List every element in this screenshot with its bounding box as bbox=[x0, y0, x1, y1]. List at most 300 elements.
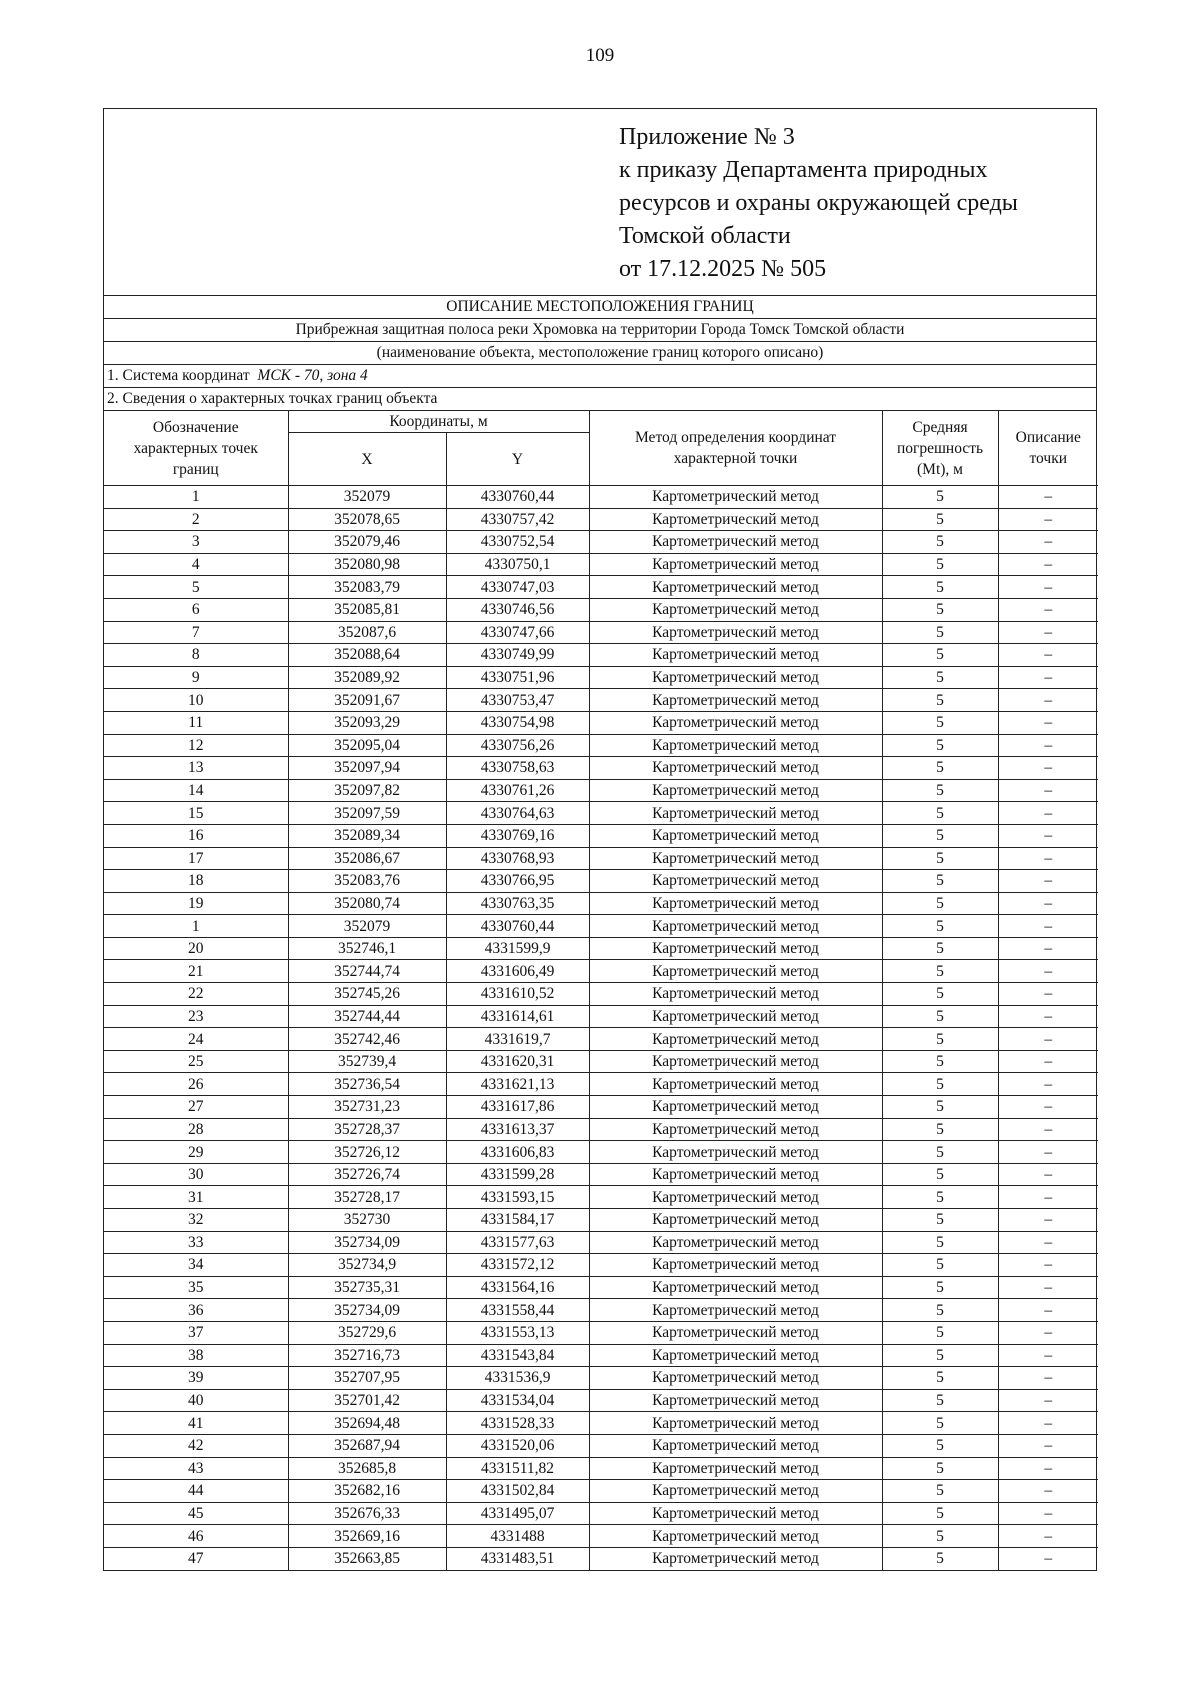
y-cell: 4331614,61 bbox=[446, 1005, 589, 1028]
x-cell: 352079 bbox=[288, 915, 446, 938]
x-cell: 352091,67 bbox=[288, 689, 446, 712]
error-cell: 5 bbox=[882, 576, 998, 599]
description-cell: – bbox=[998, 1389, 1098, 1412]
appendix-header bbox=[104, 109, 1096, 296]
y-cell: 4331620,31 bbox=[446, 1050, 589, 1073]
description-cell: – bbox=[998, 598, 1098, 621]
x-cell: 352097,94 bbox=[288, 757, 446, 780]
description-cell: – bbox=[998, 983, 1098, 1006]
x-cell: 352089,92 bbox=[288, 666, 446, 689]
y-cell: 4330768,93 bbox=[446, 847, 589, 870]
method-cell: Картометрический метод bbox=[589, 1276, 882, 1299]
point-id-cell: 33 bbox=[104, 1231, 288, 1254]
error-cell: 5 bbox=[882, 960, 998, 983]
x-cell: 352083,76 bbox=[288, 870, 446, 893]
description-cell: – bbox=[998, 553, 1098, 576]
error-cell: 5 bbox=[882, 666, 998, 689]
description-cell: – bbox=[998, 1299, 1098, 1322]
method-cell: Картометрический метод bbox=[589, 553, 882, 576]
y-cell: 4330757,42 bbox=[446, 508, 589, 531]
y-cell: 4330752,54 bbox=[446, 531, 589, 554]
error-cell: 5 bbox=[882, 824, 998, 847]
method-cell: Картометрический метод bbox=[589, 734, 882, 757]
error-cell: 5 bbox=[882, 779, 998, 802]
header-y: Y bbox=[446, 433, 589, 486]
error-cell: 5 bbox=[882, 644, 998, 667]
appendix-line: Приложение № 3 bbox=[619, 124, 795, 150]
description-cell: – bbox=[998, 802, 1098, 825]
y-cell: 4331572,12 bbox=[446, 1254, 589, 1277]
table-row bbox=[104, 1344, 1098, 1367]
error-cell: 5 bbox=[882, 711, 998, 734]
point-id-cell: 6 bbox=[104, 598, 288, 621]
description-cell: – bbox=[998, 1525, 1098, 1548]
x-cell: 352083,79 bbox=[288, 576, 446, 599]
table-row bbox=[104, 711, 1098, 734]
method-cell: Картометрический метод bbox=[589, 598, 882, 621]
error-cell: 5 bbox=[882, 847, 998, 870]
x-cell: 352086,67 bbox=[288, 847, 446, 870]
method-cell: Картометрический метод bbox=[589, 1525, 882, 1548]
y-cell: 4330763,35 bbox=[446, 892, 589, 915]
y-cell: 4331613,37 bbox=[446, 1118, 589, 1141]
y-cell: 4331528,33 bbox=[446, 1412, 589, 1435]
description-cell: – bbox=[998, 937, 1098, 960]
table-row bbox=[104, 1389, 1098, 1412]
y-cell: 4331577,63 bbox=[446, 1231, 589, 1254]
x-cell: 352731,23 bbox=[288, 1096, 446, 1119]
header-method: Метод определения координат характерной точки bbox=[589, 411, 882, 486]
description-cell: – bbox=[998, 1231, 1098, 1254]
table-row bbox=[104, 983, 1098, 1006]
point-id-cell: 35 bbox=[104, 1276, 288, 1299]
point-id-cell: 23 bbox=[104, 1005, 288, 1028]
x-cell: 352079 bbox=[288, 486, 446, 509]
x-cell: 352734,09 bbox=[288, 1231, 446, 1254]
description-cell: – bbox=[998, 1005, 1098, 1028]
table-row bbox=[104, 1502, 1098, 1525]
method-cell: Картометрический метод bbox=[589, 576, 882, 599]
x-cell: 352087,6 bbox=[288, 621, 446, 644]
error-cell: 5 bbox=[882, 1299, 998, 1322]
method-cell: Картометрический метод bbox=[589, 508, 882, 531]
x-cell: 352729,6 bbox=[288, 1321, 446, 1344]
error-cell: 5 bbox=[882, 531, 998, 554]
y-cell: 4330756,26 bbox=[446, 734, 589, 757]
description-cell: – bbox=[998, 1457, 1098, 1480]
table-row bbox=[104, 892, 1098, 915]
y-cell: 4331536,9 bbox=[446, 1367, 589, 1390]
coordinate-system-label: 1. Система координат bbox=[107, 367, 250, 384]
method-cell: Картометрический метод bbox=[589, 1480, 882, 1503]
method-cell: Картометрический метод bbox=[589, 824, 882, 847]
method-cell: Картометрический метод bbox=[589, 689, 882, 712]
y-cell: 4330760,44 bbox=[446, 486, 589, 509]
table-row bbox=[104, 621, 1098, 644]
error-cell: 5 bbox=[882, 1028, 998, 1051]
section-2-heading: 2. Сведения о характерных точках границ объекта bbox=[104, 388, 1096, 411]
x-cell: 352685,8 bbox=[288, 1457, 446, 1480]
x-cell: 352080,98 bbox=[288, 553, 446, 576]
y-cell: 4331599,9 bbox=[446, 937, 589, 960]
y-cell: 4330746,56 bbox=[446, 598, 589, 621]
object-name: Прибрежная защитная полоса реки Хромовка на территории Города Томск Томской области bbox=[104, 319, 1096, 342]
error-cell: 5 bbox=[882, 1050, 998, 1073]
x-cell: 352669,16 bbox=[288, 1525, 446, 1548]
table-row bbox=[104, 802, 1098, 825]
table-row bbox=[104, 1321, 1098, 1344]
y-cell: 4331610,52 bbox=[446, 983, 589, 1006]
point-id-cell: 13 bbox=[104, 757, 288, 780]
x-cell: 352089,34 bbox=[288, 824, 446, 847]
appendix-line: от 17.12.2025 № 505 bbox=[619, 256, 827, 282]
table-row bbox=[104, 1412, 1098, 1435]
method-cell: Картометрический метод bbox=[589, 1547, 882, 1569]
y-cell: 4330749,99 bbox=[446, 644, 589, 667]
y-cell: 4330758,63 bbox=[446, 757, 589, 780]
table-row bbox=[104, 1276, 1098, 1299]
y-cell: 4331511,82 bbox=[446, 1457, 589, 1480]
method-cell: Картометрический метод bbox=[589, 1050, 882, 1073]
description-cell: – bbox=[998, 757, 1098, 780]
table-row bbox=[104, 689, 1098, 712]
method-cell: Картометрический метод bbox=[589, 1502, 882, 1525]
appendix-line: ресурсов и охраны окружающей среды bbox=[619, 190, 1018, 216]
x-cell: 352735,31 bbox=[288, 1276, 446, 1299]
point-id-cell: 31 bbox=[104, 1186, 288, 1209]
method-cell: Картометрический метод bbox=[589, 1186, 882, 1209]
description-cell: – bbox=[998, 1254, 1098, 1277]
y-cell: 4331621,13 bbox=[446, 1073, 589, 1096]
table-row bbox=[104, 960, 1098, 983]
table-row bbox=[104, 1163, 1098, 1186]
x-cell: 352707,95 bbox=[288, 1367, 446, 1390]
point-id-cell: 15 bbox=[104, 802, 288, 825]
y-cell: 4330750,1 bbox=[446, 553, 589, 576]
x-cell: 352734,09 bbox=[288, 1299, 446, 1322]
description-cell: – bbox=[998, 1050, 1098, 1073]
x-cell: 352726,12 bbox=[288, 1141, 446, 1164]
error-cell: 5 bbox=[882, 915, 998, 938]
method-cell: Картометрический метод bbox=[589, 1389, 882, 1412]
x-cell: 352728,37 bbox=[288, 1118, 446, 1141]
method-cell: Картометрический метод bbox=[589, 531, 882, 554]
table-row bbox=[104, 1005, 1098, 1028]
point-id-cell: 1 bbox=[104, 486, 288, 509]
description-cell: – bbox=[998, 1163, 1098, 1186]
point-id-cell: 3 bbox=[104, 531, 288, 554]
error-cell: 5 bbox=[882, 1118, 998, 1141]
method-cell: Картометрический метод bbox=[589, 1028, 882, 1051]
table-row bbox=[104, 531, 1098, 554]
error-cell: 5 bbox=[882, 1073, 998, 1096]
error-cell: 5 bbox=[882, 1480, 998, 1503]
y-cell: 4330747,66 bbox=[446, 621, 589, 644]
table-row bbox=[104, 486, 1098, 509]
y-cell: 4331488 bbox=[446, 1525, 589, 1548]
error-cell: 5 bbox=[882, 983, 998, 1006]
description-cell: – bbox=[998, 486, 1098, 509]
x-cell: 352742,46 bbox=[288, 1028, 446, 1051]
error-cell: 5 bbox=[882, 757, 998, 780]
y-cell: 4331606,49 bbox=[446, 960, 589, 983]
y-cell: 4331619,7 bbox=[446, 1028, 589, 1051]
error-cell: 5 bbox=[882, 1186, 998, 1209]
x-cell: 352744,74 bbox=[288, 960, 446, 983]
method-cell: Картометрический метод bbox=[589, 1073, 882, 1096]
x-cell: 352744,44 bbox=[288, 1005, 446, 1028]
description-cell: – bbox=[998, 1412, 1098, 1435]
method-cell: Картометрический метод bbox=[589, 486, 882, 509]
table-row bbox=[104, 1073, 1098, 1096]
method-cell: Картометрический метод bbox=[589, 892, 882, 915]
point-id-cell: 28 bbox=[104, 1118, 288, 1141]
table-row bbox=[104, 508, 1098, 531]
description-cell: – bbox=[998, 576, 1098, 599]
description-cell: – bbox=[998, 1547, 1098, 1569]
y-cell: 4331502,84 bbox=[446, 1480, 589, 1503]
method-cell: Картометрический метод bbox=[589, 1367, 882, 1390]
description-cell: – bbox=[998, 1321, 1098, 1344]
method-cell: Картометрический метод bbox=[589, 1299, 882, 1322]
error-cell: 5 bbox=[882, 1209, 998, 1232]
point-id-cell: 16 bbox=[104, 824, 288, 847]
table-row bbox=[104, 937, 1098, 960]
point-id-cell: 45 bbox=[104, 1502, 288, 1525]
table-row bbox=[104, 1457, 1098, 1480]
description-cell: – bbox=[998, 1118, 1098, 1141]
table-row bbox=[104, 1299, 1098, 1322]
method-cell: Картометрический метод bbox=[589, 847, 882, 870]
error-cell: 5 bbox=[882, 598, 998, 621]
error-cell: 5 bbox=[882, 1457, 998, 1480]
table-row bbox=[104, 1480, 1098, 1503]
method-cell: Картометрический метод bbox=[589, 1344, 882, 1367]
error-cell: 5 bbox=[882, 486, 998, 509]
method-cell: Картометрический метод bbox=[589, 711, 882, 734]
table-row bbox=[104, 576, 1098, 599]
y-cell: 4331599,28 bbox=[446, 1163, 589, 1186]
point-id-cell: 25 bbox=[104, 1050, 288, 1073]
error-cell: 5 bbox=[882, 1525, 998, 1548]
table-row bbox=[104, 757, 1098, 780]
description-cell: – bbox=[998, 1344, 1098, 1367]
x-cell: 352097,59 bbox=[288, 802, 446, 825]
method-cell: Картометрический метод bbox=[589, 644, 882, 667]
document-title: ОПИСАНИЕ МЕСТОПОЛОЖЕНИЯ ГРАНИЦ bbox=[104, 296, 1096, 319]
method-cell: Картометрический метод bbox=[589, 779, 882, 802]
method-cell: Картометрический метод bbox=[589, 983, 882, 1006]
y-cell: 4330769,16 bbox=[446, 824, 589, 847]
x-cell: 352734,9 bbox=[288, 1254, 446, 1277]
method-cell: Картометрический метод bbox=[589, 1321, 882, 1344]
table-row bbox=[104, 1434, 1098, 1457]
point-id-cell: 37 bbox=[104, 1321, 288, 1344]
y-cell: 4331593,15 bbox=[446, 1186, 589, 1209]
point-id-cell: 42 bbox=[104, 1434, 288, 1457]
x-cell: 352736,54 bbox=[288, 1073, 446, 1096]
method-cell: Картометрический метод bbox=[589, 960, 882, 983]
x-cell: 352088,64 bbox=[288, 644, 446, 667]
point-id-cell: 46 bbox=[104, 1525, 288, 1548]
description-cell: – bbox=[998, 1141, 1098, 1164]
table-row bbox=[104, 915, 1098, 938]
error-cell: 5 bbox=[882, 689, 998, 712]
method-cell: Картометрический метод bbox=[589, 666, 882, 689]
point-id-cell: 47 bbox=[104, 1547, 288, 1569]
description-cell: – bbox=[998, 892, 1098, 915]
description-cell: – bbox=[998, 644, 1098, 667]
error-cell: 5 bbox=[882, 1254, 998, 1277]
point-id-cell: 32 bbox=[104, 1209, 288, 1232]
method-cell: Картометрический метод bbox=[589, 870, 882, 893]
method-cell: Картометрический метод bbox=[589, 1163, 882, 1186]
table-row bbox=[104, 1547, 1098, 1569]
point-id-cell: 19 bbox=[104, 892, 288, 915]
header-point: Обозначение характерных точек границ bbox=[104, 411, 288, 486]
description-cell: – bbox=[998, 1073, 1098, 1096]
y-cell: 4330766,95 bbox=[446, 870, 589, 893]
y-cell: 4331534,04 bbox=[446, 1389, 589, 1412]
y-cell: 4331584,17 bbox=[446, 1209, 589, 1232]
error-cell: 5 bbox=[882, 870, 998, 893]
y-cell: 4331606,83 bbox=[446, 1141, 589, 1164]
method-cell: Картометрический метод bbox=[589, 937, 882, 960]
point-id-cell: 26 bbox=[104, 1073, 288, 1096]
point-id-cell: 34 bbox=[104, 1254, 288, 1277]
error-cell: 5 bbox=[882, 892, 998, 915]
table-row bbox=[104, 1525, 1098, 1548]
table-row bbox=[104, 1096, 1098, 1119]
description-cell: – bbox=[998, 1186, 1098, 1209]
x-cell: 352078,65 bbox=[288, 508, 446, 531]
method-cell: Картометрический метод bbox=[589, 757, 882, 780]
point-id-cell: 38 bbox=[104, 1344, 288, 1367]
y-cell: 4330747,03 bbox=[446, 576, 589, 599]
description-cell: – bbox=[998, 1276, 1098, 1299]
point-id-cell: 36 bbox=[104, 1299, 288, 1322]
table-row bbox=[104, 666, 1098, 689]
x-cell: 352080,74 bbox=[288, 892, 446, 915]
error-cell: 5 bbox=[882, 1502, 998, 1525]
coordinate-system-value: МСК - 70, зона 4 bbox=[257, 367, 368, 384]
method-cell: Картометрический метод bbox=[589, 1005, 882, 1028]
description-cell: – bbox=[998, 734, 1098, 757]
point-id-cell: 20 bbox=[104, 937, 288, 960]
point-id-cell: 30 bbox=[104, 1163, 288, 1186]
y-cell: 4331483,51 bbox=[446, 1547, 589, 1569]
table-row bbox=[104, 1367, 1098, 1390]
error-cell: 5 bbox=[882, 802, 998, 825]
point-id-cell: 41 bbox=[104, 1412, 288, 1435]
method-cell: Картометрический метод bbox=[589, 1141, 882, 1164]
error-cell: 5 bbox=[882, 937, 998, 960]
point-id-cell: 43 bbox=[104, 1457, 288, 1480]
y-cell: 4330760,44 bbox=[446, 915, 589, 938]
header-coordinates: Координаты, м bbox=[288, 411, 589, 433]
method-cell: Картометрический метод bbox=[589, 1231, 882, 1254]
y-cell: 4331543,84 bbox=[446, 1344, 589, 1367]
x-cell: 352682,16 bbox=[288, 1480, 446, 1503]
description-cell: – bbox=[998, 689, 1098, 712]
y-cell: 4330754,98 bbox=[446, 711, 589, 734]
y-cell: 4330753,47 bbox=[446, 689, 589, 712]
table-row bbox=[104, 553, 1098, 576]
error-cell: 5 bbox=[882, 621, 998, 644]
table-row bbox=[104, 847, 1098, 870]
method-cell: Картометрический метод bbox=[589, 621, 882, 644]
table-row bbox=[104, 1186, 1098, 1209]
point-id-cell: 21 bbox=[104, 960, 288, 983]
description-cell: – bbox=[998, 1209, 1098, 1232]
header-description: Описание точки bbox=[998, 411, 1098, 486]
x-cell: 352085,81 bbox=[288, 598, 446, 621]
error-cell: 5 bbox=[882, 1412, 998, 1435]
error-cell: 5 bbox=[882, 734, 998, 757]
boundary-points-table bbox=[104, 411, 1098, 1570]
error-cell: 5 bbox=[882, 1096, 998, 1119]
description-cell: – bbox=[998, 508, 1098, 531]
point-id-cell: 18 bbox=[104, 870, 288, 893]
point-id-cell: 1 bbox=[104, 915, 288, 938]
point-id-cell: 17 bbox=[104, 847, 288, 870]
point-id-cell: 14 bbox=[104, 779, 288, 802]
point-id-cell: 4 bbox=[104, 553, 288, 576]
y-cell: 4331495,07 bbox=[446, 1502, 589, 1525]
method-cell: Картометрический метод bbox=[589, 915, 882, 938]
table-row bbox=[104, 1209, 1098, 1232]
error-cell: 5 bbox=[882, 1367, 998, 1390]
y-cell: 4331553,13 bbox=[446, 1321, 589, 1344]
table-row bbox=[104, 824, 1098, 847]
error-cell: 5 bbox=[882, 1231, 998, 1254]
description-cell: – bbox=[998, 1096, 1098, 1119]
point-id-cell: 12 bbox=[104, 734, 288, 757]
error-cell: 5 bbox=[882, 1321, 998, 1344]
description-cell: – bbox=[998, 779, 1098, 802]
description-cell: – bbox=[998, 960, 1098, 983]
table-row bbox=[104, 1254, 1098, 1277]
x-cell: 352728,17 bbox=[288, 1186, 446, 1209]
x-cell: 352726,74 bbox=[288, 1163, 446, 1186]
point-id-cell: 27 bbox=[104, 1096, 288, 1119]
y-cell: 4331564,16 bbox=[446, 1276, 589, 1299]
appendix-block bbox=[619, 121, 1018, 286]
coordinate-system-row bbox=[104, 365, 1096, 388]
x-cell: 352745,26 bbox=[288, 983, 446, 1006]
description-cell: – bbox=[998, 824, 1098, 847]
method-cell: Картометрический метод bbox=[589, 1412, 882, 1435]
method-cell: Картометрический метод bbox=[589, 802, 882, 825]
method-cell: Картометрический метод bbox=[589, 1434, 882, 1457]
x-cell: 352095,04 bbox=[288, 734, 446, 757]
page-number: 109 bbox=[585, 45, 615, 66]
document-frame bbox=[103, 108, 1097, 1571]
point-id-cell: 5 bbox=[104, 576, 288, 599]
description-cell: – bbox=[998, 870, 1098, 893]
description-cell: – bbox=[998, 666, 1098, 689]
header-x: X bbox=[288, 433, 446, 486]
error-cell: 5 bbox=[882, 1434, 998, 1457]
point-id-cell: 10 bbox=[104, 689, 288, 712]
description-cell: – bbox=[998, 1480, 1098, 1503]
error-cell: 5 bbox=[882, 1141, 998, 1164]
description-cell: – bbox=[998, 1502, 1098, 1525]
point-id-cell: 40 bbox=[104, 1389, 288, 1412]
description-cell: – bbox=[998, 621, 1098, 644]
y-cell: 4330751,96 bbox=[446, 666, 589, 689]
error-cell: 5 bbox=[882, 1005, 998, 1028]
